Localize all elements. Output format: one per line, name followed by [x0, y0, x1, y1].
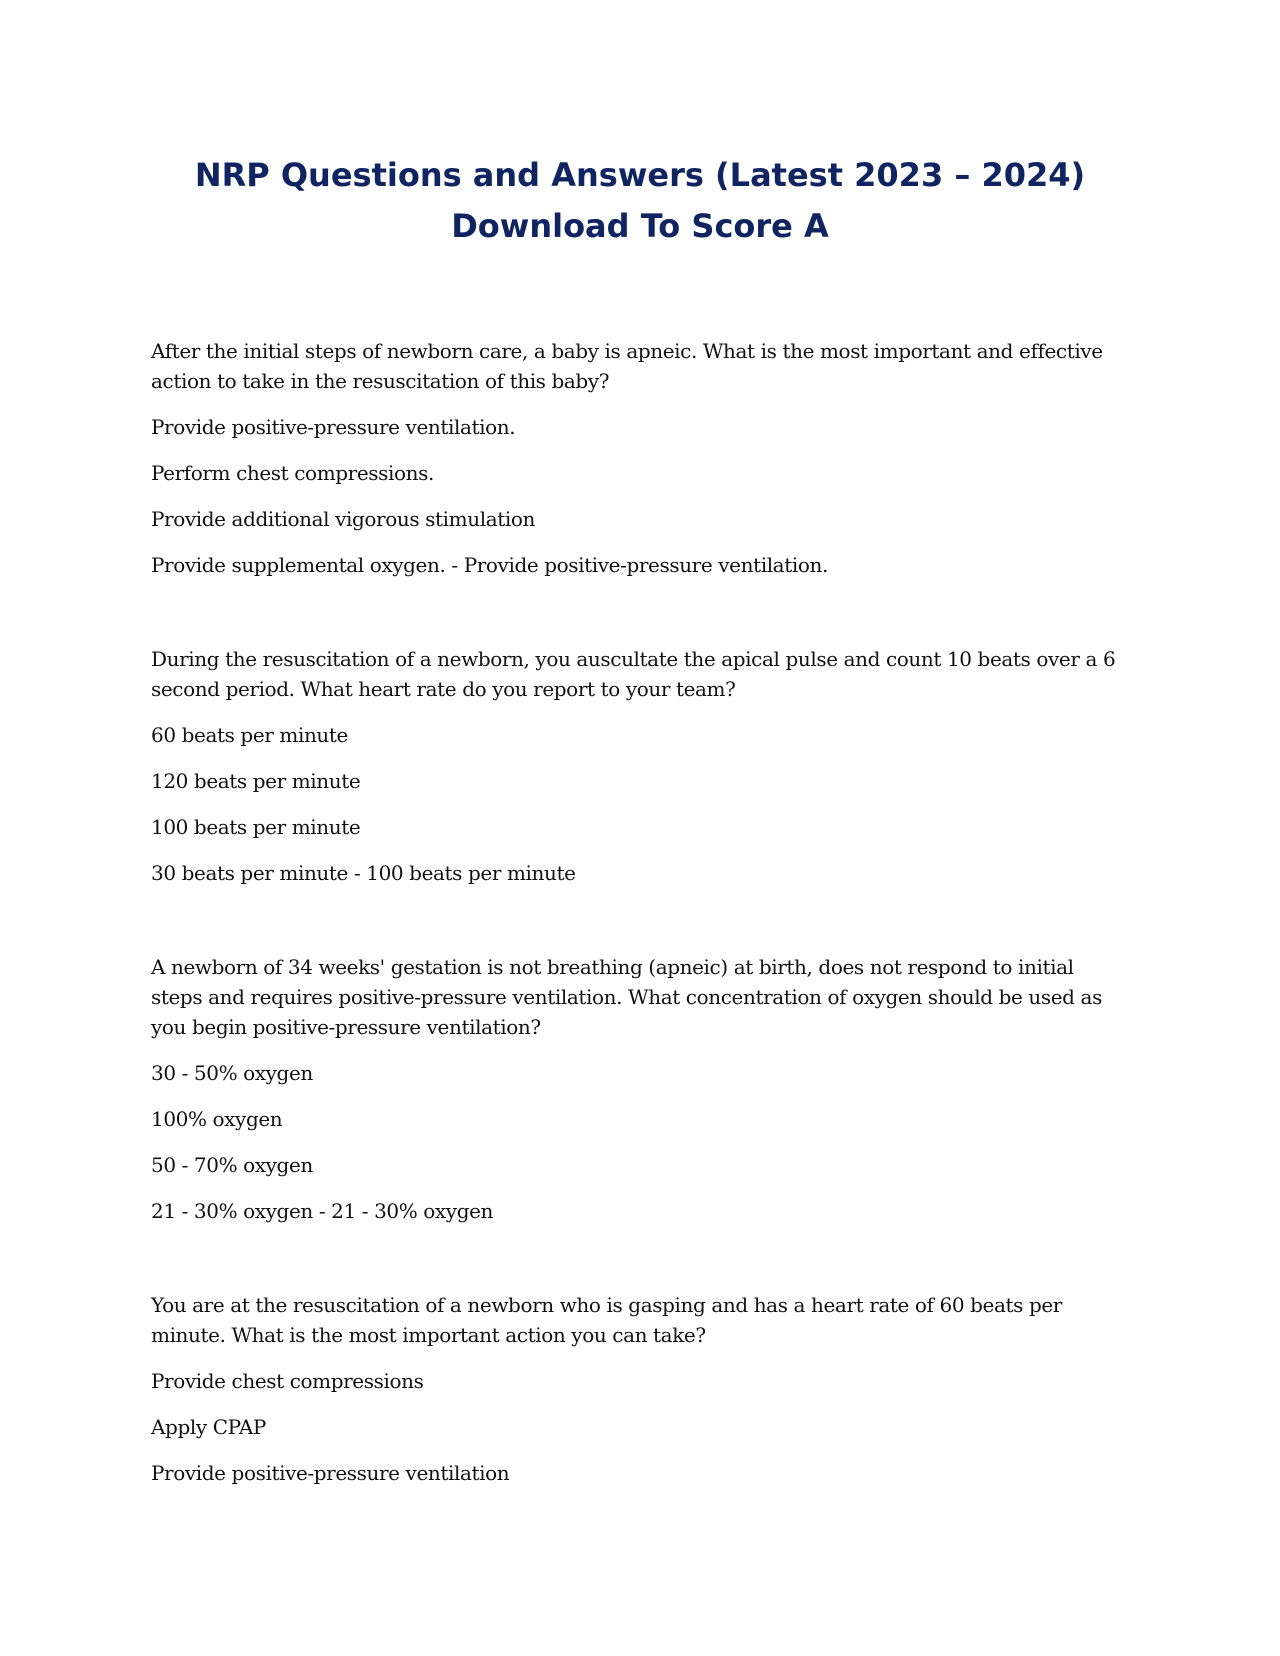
question-block — [151, 336, 1121, 580]
question-block — [151, 1290, 1121, 1488]
answer-option: Provide positive-pressure ventilation — [151, 1461, 510, 1485]
question-block — [151, 952, 1121, 1226]
title-line-1: NRP Questions and Answers (Latest 2023 – 2024) — [194, 156, 1086, 194]
answer-option: Provide positive-pressure ventilation. — [151, 415, 516, 439]
question-list — [151, 336, 1121, 1552]
answer-option: 21 - 30% oxygen - 21 - 30% oxygen — [151, 1199, 494, 1223]
question-text: You are at the resuscitation of a newborn who is gasping and has a heart rate of 60 beats per minute. What is the most important action you can take? — [151, 1293, 1062, 1347]
question-text: After the initial steps of newborn care, a baby is apneic. What is the most important and effective action to take in the resuscitation of this baby? — [151, 339, 1103, 393]
document-title — [120, 150, 1160, 252]
answer-option: Provide chest compressions — [151, 1369, 424, 1393]
question-text: A newborn of 34 weeks' gestation is not breathing (apneic) at birth, does not respond to initial steps and requires positive-pressure ventilation. What concentration of oxygen should be used as you begin positive-pressure ventilation? — [151, 955, 1102, 1039]
answer-option: 100 beats per minute — [151, 815, 361, 839]
answer-option: Provide supplemental oxygen. - Provide positive-pressure ventilation. — [151, 553, 828, 577]
answer-option: Perform chest compressions. — [151, 461, 434, 485]
question-block — [151, 644, 1121, 888]
title-line-2: Download To Score A — [451, 207, 829, 245]
question-text: During the resuscitation of a newborn, you auscultate the apical pulse and count 10 beats over a 6 second period. What heart rate do you report to your team? — [151, 647, 1116, 701]
answer-option: Apply CPAP — [151, 1415, 266, 1439]
answer-option: 30 - 50% oxygen — [151, 1061, 313, 1085]
answer-option: 50 - 70% oxygen — [151, 1153, 313, 1177]
answer-option: 120 beats per minute — [151, 769, 361, 793]
answer-option: Provide additional vigorous stimulation — [151, 507, 535, 531]
answer-option: 100% oxygen — [151, 1107, 283, 1131]
answer-option: 60 beats per minute — [151, 723, 348, 747]
answer-option: 30 beats per minute - 100 beats per minute — [151, 861, 576, 885]
